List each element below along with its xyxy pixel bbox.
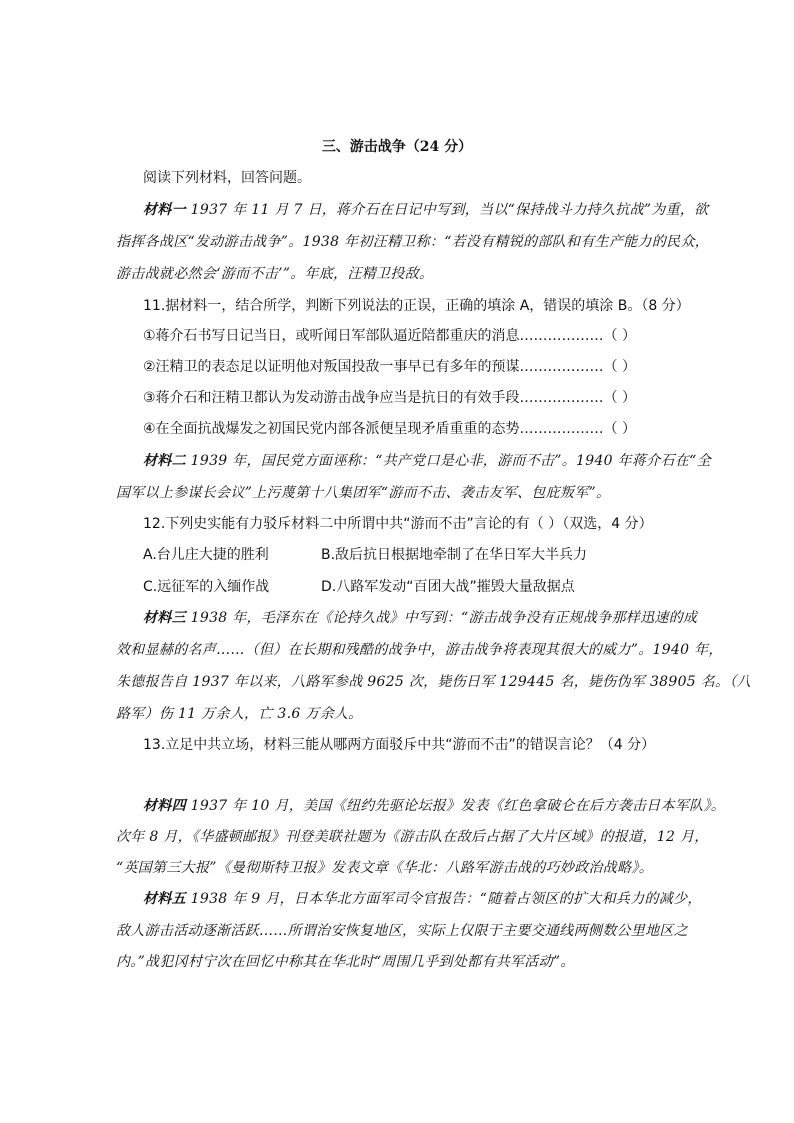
question-13-stem: 13.立足中共立场，材料三能从哪两方面驳斥中共“游而不击”的错误言论？（4 分） bbox=[143, 737, 656, 753]
material-2-label: 材料二 bbox=[143, 453, 186, 469]
material-2-line-1 bbox=[143, 451, 711, 471]
material-2-text-1: 1939 年，国民党方面诬称：“共产党口是心非，游而不击”。1940 年蒋介石在“全 bbox=[185, 453, 711, 469]
question-11-item-3: ③蒋介石和汪精卫都认为发动游击战争应当是抗日的有效手段………………（ ） bbox=[143, 390, 636, 406]
material-4-text-1: 1937 年 10 月，美国《纽约先驱论坛报》发表《红色拿破仑在后方袭击日本军队》。 bbox=[185, 798, 726, 814]
material-4-label: 材料四 bbox=[143, 798, 186, 814]
material-3-line-3: 朱德报告自 1937 年以来，八路军参战 9625 次，毙伤日军 129445 名，毙伤伪军 38905 名。（八 bbox=[116, 674, 751, 690]
material-1-text-1: 1937 年 11 月 7 日，蒋介石在日记中写到，当以“保持战斗力持久抗战”为重，欲 bbox=[185, 202, 709, 218]
section-title: 三、游击战争（24 分） bbox=[321, 139, 473, 155]
material-4-line-2: 次年 8 月，《华盛顿邮报》刊登美联社题为《游击队在敌后占据了大片区域》的报道，12 月， bbox=[116, 829, 709, 845]
material-2-line-2: 国军以上参谋长会议”上污蔑第十八集团军“游而不击、袭击友军、包庇叛军”。 bbox=[116, 485, 611, 501]
question-12-option-a: A.台儿庄大捷的胜利 bbox=[143, 547, 269, 563]
material-3-line-4: 路军）伤 11 万余人，亡 3.6 万余人。 bbox=[116, 706, 363, 722]
material-3-label: 材料三 bbox=[143, 610, 186, 626]
material-4-line-1 bbox=[143, 796, 726, 816]
material-3-text-1: 1938 年，毛泽东在《论持久战》中写到：“游击战争没有正规战争那样迅速的成 bbox=[185, 610, 698, 626]
question-12-option-c: C.远征军的入缅作战 bbox=[143, 579, 270, 595]
question-11-stem: 11.据材料一，结合所学，判断下列说法的正误，正确的填涂 A，错误的填涂 B。（8 分） bbox=[143, 298, 690, 314]
question-12-stem: 12.下列史实能有力驳斥材料二中所谓中共“游而不击”言论的有（ ）（双选，4 分） bbox=[143, 516, 653, 532]
material-5-text-1: 1938 年 9 月，日本华北方面军司令官报告：“随着占领区的扩大和兵力的减少， bbox=[185, 891, 702, 907]
material-3-line-1 bbox=[143, 608, 698, 628]
material-5-label: 材料五 bbox=[143, 891, 186, 907]
material-1-line-2: 指挥各战区“发动游击战争”。1938 年初汪精卫称：“若没有精锐的部队和有生产能力的民众， bbox=[116, 234, 710, 250]
material-4-line-3: “英国第三大报”《曼彻斯特卫报》发表文章《华北：八路军游击战的巧妙政治战略》。 bbox=[116, 860, 654, 876]
material-1-line-3: 游击战就必然会‘游而不击’”。年底，汪精卫投敌。 bbox=[116, 266, 434, 282]
material-1-label: 材料一 bbox=[143, 202, 186, 218]
material-1-line-1 bbox=[143, 200, 709, 220]
material-3-line-2: 效和显赫的名声……（但）在长期和残酷的战争中，游击战争将表现其很大的威力”。1940 年， bbox=[116, 642, 723, 658]
material-5-line-3: 内。”战犯冈村宁次在回忆中称其在华北时“周围几乎到处都有共军活动”。 bbox=[116, 954, 575, 970]
question-12-option-d: D.八路军发动“百团大战”摧毁大量敌据点 bbox=[321, 579, 575, 595]
question-11-item-2: ②汪精卫的表态足以证明他对叛国投敌一事早已有多年的预谋………………（ ） bbox=[143, 359, 636, 375]
material-5-line-1 bbox=[143, 889, 702, 909]
material-5-line-2: 敌人游击活动逐渐活跃……所谓治安恢复地区，实际上仅限于主要交通线两侧数公里地区之 bbox=[116, 923, 688, 939]
question-11-item-4: ④在全面抗战爆发之初国民党内部各派便呈现矛盾重重的态势………………（ ） bbox=[143, 421, 636, 437]
instruction: 阅读下列材料，回答问题。 bbox=[143, 170, 311, 186]
question-12-option-b: B.敌后抗日根据地牵制了在华日军大半兵力 bbox=[321, 547, 588, 563]
question-11-item-1: ①蒋介石书写日记当日，或听闻日军部队逼近陪都重庆的消息………………（ ） bbox=[143, 328, 636, 344]
